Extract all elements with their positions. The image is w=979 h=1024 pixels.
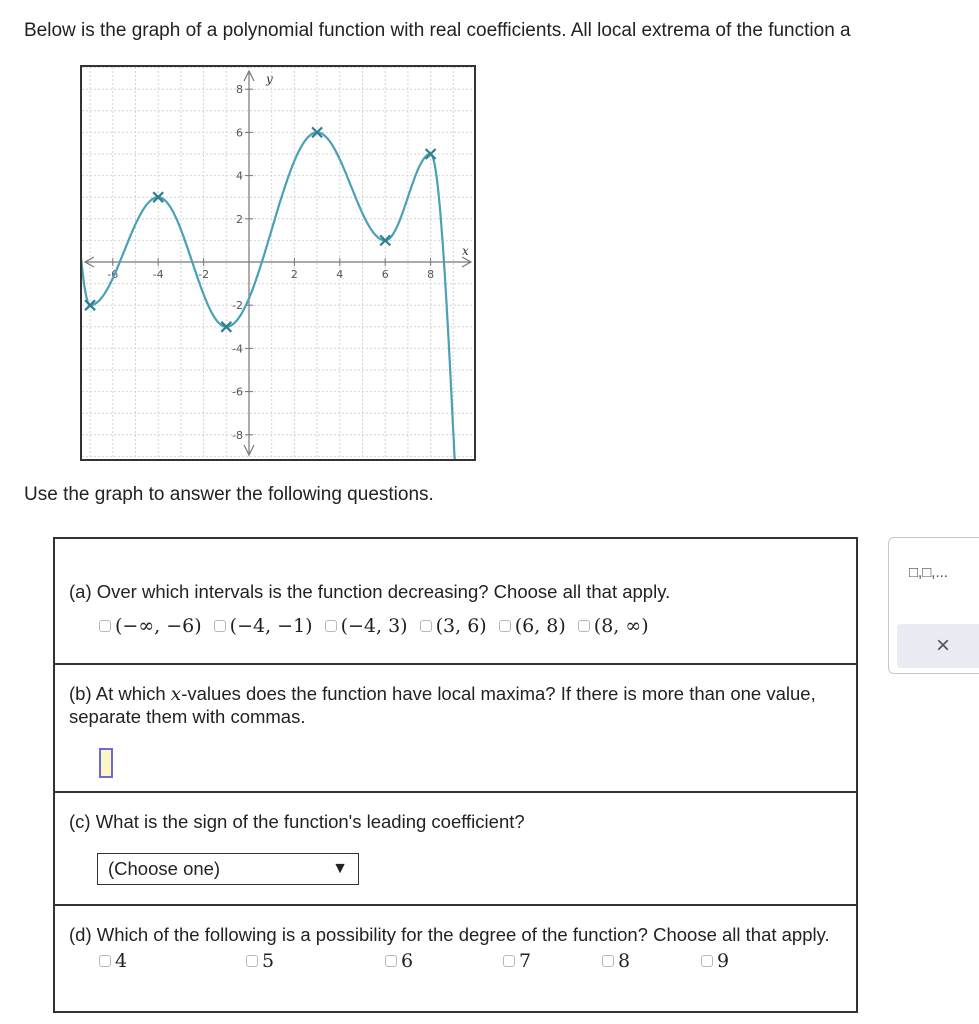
y-axis-label: y bbox=[266, 72, 273, 86]
degree-option-1[interactable]: 4 bbox=[99, 950, 127, 972]
degree-option-5[interactable]: 8 bbox=[602, 950, 630, 972]
part-b-question: (b) At which x-values does the function have local maxima? If there is more than one value, separate them with commas. bbox=[69, 683, 816, 727]
part-d-question: (d) Which of the following is a possibility for the degree of the function? Choose all that apply. bbox=[69, 924, 830, 945]
checkbox[interactable] bbox=[99, 620, 111, 632]
checkbox[interactable] bbox=[602, 955, 614, 967]
part-b-answer-input[interactable] bbox=[99, 748, 113, 778]
checkbox[interactable] bbox=[214, 620, 226, 632]
checkbox[interactable] bbox=[503, 955, 515, 967]
list-notation-button[interactable]: □,□,... bbox=[909, 564, 948, 581]
x-tick-label: 8 bbox=[427, 268, 435, 281]
function-graph bbox=[80, 65, 476, 461]
degree-option-4[interactable]: 7 bbox=[503, 950, 531, 972]
degree-option-3[interactable]: 6 bbox=[385, 950, 413, 972]
checkbox[interactable] bbox=[246, 955, 258, 967]
close-icon: × bbox=[935, 632, 950, 659]
x-tick-label: -6 bbox=[107, 268, 119, 281]
checkbox[interactable] bbox=[385, 955, 397, 967]
checkbox[interactable] bbox=[420, 620, 432, 632]
x-tick-label: 4 bbox=[336, 268, 344, 281]
y-tick-label: -2 bbox=[232, 299, 243, 313]
questions-box bbox=[53, 537, 858, 1013]
part-a-option-2[interactable]: (−4, −1) bbox=[214, 615, 313, 637]
y-tick-label: -4 bbox=[232, 342, 243, 356]
y-tick-label: 6 bbox=[236, 126, 243, 140]
part-c bbox=[55, 793, 856, 906]
leading-coefficient-select[interactable] bbox=[97, 853, 359, 885]
y-tick-label: 2 bbox=[236, 212, 243, 226]
degree-option-2[interactable]: 5 bbox=[246, 950, 274, 972]
part-a bbox=[55, 539, 856, 665]
y-tick-label: -6 bbox=[232, 385, 243, 399]
part-a-option-1[interactable]: (−∞, −6) bbox=[99, 615, 202, 637]
use-graph-text: Use the graph to answer the following questions. bbox=[24, 484, 434, 505]
answer-tools-panel bbox=[888, 537, 979, 674]
checkbox[interactable] bbox=[325, 620, 337, 632]
x-tick-label: 6 bbox=[381, 268, 389, 281]
checkbox[interactable] bbox=[499, 620, 511, 632]
clear-button[interactable] bbox=[897, 624, 979, 668]
part-a-option-4[interactable]: (3, 6) bbox=[420, 615, 487, 637]
y-tick-label: 8 bbox=[236, 83, 243, 97]
grid-lines bbox=[82, 67, 474, 459]
intro-text: Below is the graph of a polynomial function with real coefficients. All local extrema of the function a bbox=[24, 20, 851, 41]
checkbox[interactable] bbox=[99, 955, 111, 967]
y-tick-label: 4 bbox=[236, 169, 243, 183]
select-value: (Choose one) bbox=[108, 858, 221, 879]
checkbox[interactable] bbox=[578, 620, 590, 632]
dropdown-arrow-icon: ▼ bbox=[332, 860, 348, 877]
part-d-options bbox=[69, 950, 842, 980]
polynomial-curve bbox=[82, 67, 456, 459]
part-a-options bbox=[99, 615, 842, 637]
part-b bbox=[55, 665, 856, 793]
x-tick-label: -4 bbox=[152, 268, 164, 281]
extrema-marks bbox=[85, 127, 436, 331]
x-axis-label: x bbox=[462, 244, 469, 258]
graph-canvas bbox=[82, 67, 474, 459]
checkbox[interactable] bbox=[701, 955, 713, 967]
part-a-question: (a) Over which intervals is the function decreasing? Choose all that apply. bbox=[69, 581, 671, 602]
x-tick-label: -2 bbox=[198, 268, 210, 281]
part-a-option-6[interactable]: (8, ∞) bbox=[578, 615, 649, 637]
x-tick-label: 2 bbox=[290, 268, 298, 281]
graph-axes bbox=[85, 71, 471, 455]
part-c-question: (c) What is the sign of the function's leading coefficient? bbox=[69, 811, 525, 832]
part-d bbox=[55, 906, 856, 1013]
part-a-option-3[interactable]: (−4, 3) bbox=[325, 615, 408, 637]
y-tick-label: -8 bbox=[232, 428, 243, 442]
part-a-option-5[interactable]: (6, 8) bbox=[499, 615, 566, 637]
degree-option-6[interactable]: 9 bbox=[701, 950, 729, 972]
